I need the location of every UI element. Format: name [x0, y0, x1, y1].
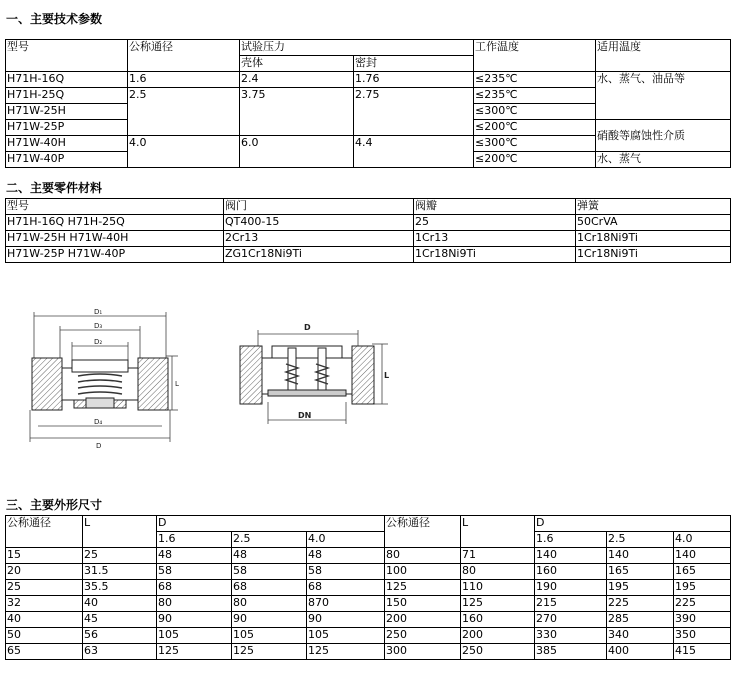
- label-d1: D₁: [94, 308, 103, 316]
- cell-applicable: 水、蒸气: [596, 152, 731, 168]
- label-d4: D₄: [94, 418, 103, 426]
- cell-applicable: 水、蒸气、油品等: [596, 72, 731, 120]
- header-working-temp: 工作温度: [474, 40, 596, 72]
- cell-temp: ≤235℃: [474, 72, 596, 88]
- label-l: L: [175, 380, 179, 388]
- cell: 90: [157, 612, 232, 628]
- cell-model: H71H-25Q: [6, 88, 128, 104]
- cell-disc: 1Cr13: [414, 231, 576, 247]
- header-nominal-dn: 公称通径: [385, 516, 461, 548]
- cell-temp: ≤200℃: [474, 152, 596, 168]
- table-row: [6, 72, 731, 88]
- cell-model: H71H-16Q: [6, 72, 128, 88]
- table-row: [6, 215, 731, 231]
- cell-spring: 1Cr18Ni9Ti: [576, 231, 731, 247]
- table-row: [6, 612, 731, 628]
- header-pressure: 4.0: [674, 532, 731, 548]
- cell: 250: [385, 628, 461, 644]
- cell: 100: [385, 564, 461, 580]
- cell: 25: [83, 548, 157, 564]
- cell-model: H71W-40H: [6, 136, 128, 152]
- cell: 125: [385, 580, 461, 596]
- cell: 110: [461, 580, 535, 596]
- header-model: 型号: [6, 199, 224, 215]
- cell: 105: [307, 628, 385, 644]
- header-valve-disc: 阀瓣: [414, 199, 576, 215]
- header-d: D: [535, 516, 731, 532]
- cell-applicable: 硝酸等腐蚀性介质: [596, 120, 731, 152]
- table-row: [6, 596, 731, 612]
- label-dn: DN: [298, 411, 312, 420]
- cell: 105: [157, 628, 232, 644]
- cell: 105: [232, 628, 307, 644]
- label-d: D: [304, 323, 311, 332]
- cell: 35.5: [83, 580, 157, 596]
- cell: 68: [157, 580, 232, 596]
- cell: 160: [461, 612, 535, 628]
- cell-model: H71W-25P H71W-40P: [6, 247, 224, 263]
- table-row: [6, 40, 731, 56]
- cell: 195: [674, 580, 731, 596]
- cell: 20: [6, 564, 83, 580]
- cell: 25: [6, 580, 83, 596]
- header-pressure: 4.0: [307, 532, 385, 548]
- cell: 250: [461, 644, 535, 660]
- cell: 45: [83, 612, 157, 628]
- header-pressure: 2.5: [607, 532, 674, 548]
- table-row: [6, 580, 731, 596]
- cell: 80: [461, 564, 535, 580]
- cell: 68: [232, 580, 307, 596]
- cell-shell: 3.75: [240, 88, 354, 136]
- cell: 390: [674, 612, 731, 628]
- materials-table: [5, 198, 731, 263]
- cell-body: ZG1Cr18Ni9Ti: [224, 247, 414, 263]
- cell-disc: 25: [414, 215, 576, 231]
- section1-title: 一、主要技术参数: [6, 12, 103, 26]
- header-nominal-dn: 公称通径: [6, 516, 83, 548]
- cell-model: H71W-25H: [6, 104, 128, 120]
- cell-model: H71W-40P: [6, 152, 128, 168]
- cell-seal: 4.4: [354, 136, 474, 168]
- section3-title: 三、主要外形尺寸: [6, 498, 103, 512]
- cell: 200: [385, 612, 461, 628]
- cell: 140: [535, 548, 607, 564]
- cell: 40: [6, 612, 83, 628]
- cell: 90: [232, 612, 307, 628]
- cell: 48: [157, 548, 232, 564]
- table-row: [6, 199, 731, 215]
- cell: 140: [674, 548, 731, 564]
- dimensions-table: [5, 515, 731, 660]
- cell: 80: [232, 596, 307, 612]
- cell-body: 2Cr13: [224, 231, 414, 247]
- cell: 270: [535, 612, 607, 628]
- header-l: L: [83, 516, 157, 548]
- cell: 225: [674, 596, 731, 612]
- cell-model: H71H-16Q H71H-25Q: [6, 215, 224, 231]
- label-l: L: [384, 371, 390, 380]
- header-spring: 弹簧: [576, 199, 731, 215]
- label-d: D: [96, 442, 102, 450]
- valve-drawing-left: [22, 298, 192, 450]
- table-row: [6, 247, 731, 263]
- cell-temp: ≤300℃: [474, 104, 596, 120]
- cell: 125: [157, 644, 232, 660]
- cell: 150: [385, 596, 461, 612]
- cell: 870: [307, 596, 385, 612]
- cell: 125: [461, 596, 535, 612]
- cell: 58: [157, 564, 232, 580]
- label-d3: D₃: [94, 322, 103, 330]
- cell: 400: [607, 644, 674, 660]
- header-pressure: 1.6: [157, 532, 232, 548]
- cell: 58: [232, 564, 307, 580]
- cell: 195: [607, 580, 674, 596]
- cell: 225: [607, 596, 674, 612]
- cell: 56: [83, 628, 157, 644]
- table-row: [6, 564, 731, 580]
- table-row: [6, 628, 731, 644]
- header-model: 型号: [6, 40, 128, 72]
- cell-body: QT400-15: [224, 215, 414, 231]
- cell-temp: ≤300℃: [474, 136, 596, 152]
- table-row: [6, 231, 731, 247]
- cell-seal: 1.76: [354, 72, 474, 88]
- header-seal: 密封: [354, 56, 474, 72]
- cell: 350: [674, 628, 731, 644]
- header-d: D: [157, 516, 385, 532]
- cell: 50: [6, 628, 83, 644]
- cell-disc: 1Cr18Ni9Ti: [414, 247, 576, 263]
- section2-title: 二、主要零件材料: [6, 181, 103, 195]
- cell: 165: [607, 564, 674, 580]
- cell-shell: 2.4: [240, 72, 354, 88]
- cell: 80: [385, 548, 461, 564]
- table-row: [6, 548, 731, 564]
- cell: 385: [535, 644, 607, 660]
- cell: 63: [83, 644, 157, 660]
- cell: 215: [535, 596, 607, 612]
- cell-dn: 2.5: [128, 88, 240, 136]
- table-row: [6, 644, 731, 660]
- cell: 48: [232, 548, 307, 564]
- cell: 200: [461, 628, 535, 644]
- valve-drawing-right: [232, 318, 392, 436]
- cell: 58: [307, 564, 385, 580]
- cell: 90: [307, 612, 385, 628]
- cell: 40: [83, 596, 157, 612]
- label-d2: D₂: [94, 338, 103, 346]
- cell-temp: ≤235℃: [474, 88, 596, 104]
- cell-dn: 4.0: [128, 136, 240, 168]
- cell: 330: [535, 628, 607, 644]
- cell: 31.5: [83, 564, 157, 580]
- cell: 285: [607, 612, 674, 628]
- cell-shell: 6.0: [240, 136, 354, 168]
- cell: 68: [307, 580, 385, 596]
- header-test-pressure: 试验压力: [240, 40, 474, 56]
- cell: 32: [6, 596, 83, 612]
- cell: 15: [6, 548, 83, 564]
- cell: 340: [607, 628, 674, 644]
- cell-spring: 1Cr18Ni9Ti: [576, 247, 731, 263]
- header-shell: 壳体: [240, 56, 354, 72]
- cell-dn: 1.6: [128, 72, 240, 88]
- cell: 165: [674, 564, 731, 580]
- cell-model: H71W-25P: [6, 120, 128, 136]
- header-nominal-dn: 公称通径: [128, 40, 240, 72]
- cell: 415: [674, 644, 731, 660]
- cell: 300: [385, 644, 461, 660]
- cell-spring: 50CrVA: [576, 215, 731, 231]
- cell-temp: ≤200℃: [474, 120, 596, 136]
- header-pressure: 1.6: [535, 532, 607, 548]
- cell: 48: [307, 548, 385, 564]
- cell: 125: [307, 644, 385, 660]
- cell: 190: [535, 580, 607, 596]
- cell: 65: [6, 644, 83, 660]
- header-pressure: 2.5: [232, 532, 307, 548]
- cell: 140: [607, 548, 674, 564]
- cell-seal: 2.75: [354, 88, 474, 136]
- header-valve-body: 阀门: [224, 199, 414, 215]
- cell: 125: [232, 644, 307, 660]
- cell-model: H71W-25H H71W-40H: [6, 231, 224, 247]
- cell: 71: [461, 548, 535, 564]
- table-row: [6, 516, 731, 532]
- cell: 80: [157, 596, 232, 612]
- header-applicable-temp: 适用温度: [596, 40, 731, 72]
- header-l: L: [461, 516, 535, 548]
- tech-params-table: [5, 39, 731, 168]
- cell: 160: [535, 564, 607, 580]
